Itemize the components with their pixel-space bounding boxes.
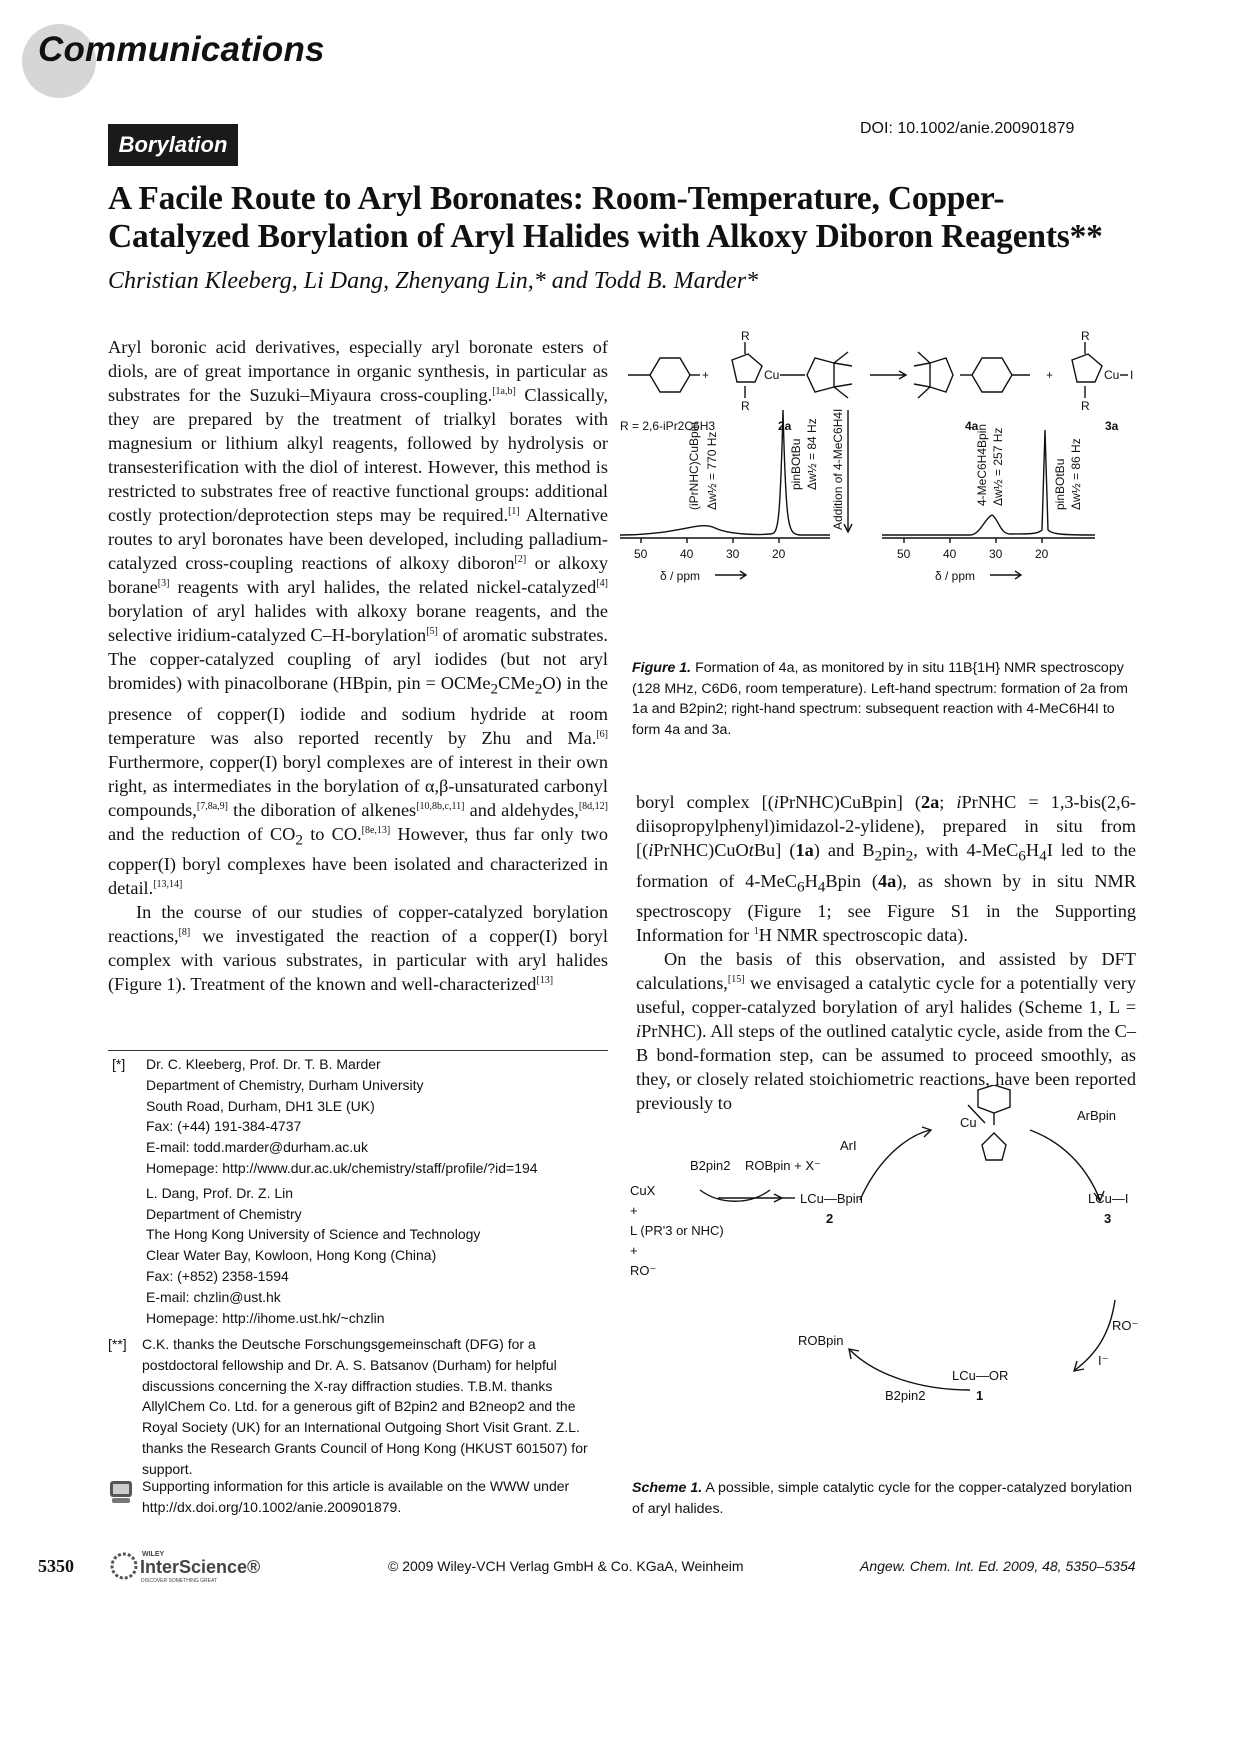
ligand-label: L (PR'3 or NHC) (630, 1223, 724, 1238)
scheme-1-caption-text: A possible, simple catalytic cycle for the copper-catalyzed borylation of aryl halides. (632, 1480, 1132, 1517)
peak3-width: Δw½ = 257 Hz (991, 427, 1005, 506)
peak1-label: (iPrNHC)CuBpin (687, 421, 701, 510)
robpin-label: ROBpin (798, 1333, 844, 1348)
addition-label: Addition of 4-MeC6H4I (831, 408, 845, 530)
title-line-1: A Facile Route to Aryl Boronates: Room-Temperature, Copper- (108, 180, 1005, 217)
affil-line: The Hong Kong University of Science and Technology (146, 1226, 481, 1243)
acknowledgment-text: C.K. thanks the Deutsche Forschungsgemeinschaft (DFG) for a postdoctoral fellowship and Dr. A. S. Batsanov (Durham) for helpful discussions concerning the X-ray diffraction studies. T.B.M. thanks AllylChem Co. Ltd. for a generous gift of B2pin2 and B2neop2 and the Royal Society (UK) for an International Outgoing Short Visit Grant. Z.L. thanks the Research Grants Council of Hong Kong (HKUST 601507) for support. (142, 1336, 588, 1477)
intermediate-bpin-ring (982, 1133, 1006, 1160)
lcu-bpin-label: LCu—Bpin (800, 1191, 863, 1206)
bpin4a-methyl-4 (914, 384, 930, 387)
interscience-logo[interactable] (110, 1546, 280, 1586)
footnote-acknowledgments (108, 1334, 612, 1480)
tick-left-30: 30 (726, 547, 740, 561)
homepage-link[interactable]: Homepage: http://ihome.ust.hk/~chzlin (146, 1309, 385, 1326)
supporting-information-note (108, 1476, 608, 1518)
scheme-1 (630, 1085, 1150, 1470)
affil-line: Dr. C. Kleeberg, Prof. Dr. T. B. Marder (146, 1056, 381, 1072)
journal-section-title: Communications (38, 30, 325, 69)
body-text-left-column (108, 335, 608, 996)
r-label-bottom: R (741, 399, 750, 413)
b2pin2-top-label: B2pin2 (690, 1158, 731, 1173)
bpin4a-methyl-2 (914, 363, 930, 366)
intermediate-aryl-ring (978, 1085, 1010, 1113)
bpin-methyl-4 (834, 384, 852, 387)
title-line-2: Catalyzed Borylation of Aryl Halides with Alkoxy Diboron Reagents** (108, 218, 1103, 255)
scheme-1-caption-label: Scheme 1. (632, 1480, 703, 1496)
bpin-methyl-2 (834, 363, 852, 366)
b2pin2-bottom-label: B2pin2 (885, 1388, 926, 1403)
supporting-information-text[interactable]: Supporting information for this article is available on the WWW under http://dx.doi.org/10.1002/anie.200901879. (142, 1478, 570, 1515)
paragraph-4: On the basis of this observation, and assisted by DFT calculations,[15] we envisaged a catalytic cycle for a potentially very useful, copper-catalyzed borylation of aryl halides (Scheme 1, L = iPrNHC). All steps of the outlined catalytic cycle, aside from the C–B bond-formation step, can be assumed to proceed smoothly, as they, or closely related stoichiometric reactions, have been reported previously to (636, 949, 1136, 1114)
copyright: © 2009 Wiley-VCH Verlag GmbH & Co. KGaA, Weinheim (388, 1558, 744, 1574)
aryl-ring-4a (972, 358, 1012, 392)
affil-line: Department of Chemistry, Durham University (146, 1076, 424, 1093)
logo-tagline: DISCOVER SOMETHING GREAT (141, 1578, 218, 1584)
logo-top-text: WILEY (142, 1551, 165, 1558)
ari-label: ArI (840, 1138, 857, 1153)
nhc-ring-3a (1072, 354, 1102, 382)
affil-line: South Road, Durham, DH1 3LE (UK) (146, 1097, 375, 1114)
paragraph-1: Aryl boronic acid derivatives, especially aryl boronate esters of diols, are of great importance in organic synthesis, in particular as substrates for the Suzuki–Miyaura cross-coupling.[1a,b] Classically, they are prepared by the treatment of trialkyl borates with magnesium or lithium alkyl reagents, followed by hydrolysis or transesterification with the diol of interest. However, this method is restricted to substrates free of reactive functional groups: additional costly protection/deprotection steps may be required.[1] Alternative routes to aryl boronates have been developed, including palladium-catalyzed cross-coupling reactions of alkoxy diboron[2] or alkoxy borane[3] reagents with aryl halides, the related nickel-catalyzed[4] borylation of aryl halides with alkoxy borane reagents, and the selective iridium-catalyzed C–H-borylation[5] of aromatic substrates. The copper-catalyzed coupling of aryl iodides (but not aryl bromides) with pinacolborane (HBpin, pin = OCMe$_2$CMe$_2$O) in the presence of copper(I) iodide and sodium hydride at room temperature was also reported recently by Zhu and Ma.[6] Furthermore, copper(I) boryl complexes are of interest in their own right, as intermediates in the borylation of α,β-unsaturated carbonyl compounds,[7,8a,9] the diboration of alkenes[10,8b,c,11] and aldehydes,[8d,12] and the reduction of $CO_2$ to CO.[8e,13] However, thus far only two copper(I) boryl complexes have been isolated and characterized in detail.[13,14] (108, 337, 609, 899)
r-label-top: R (741, 330, 750, 343)
ro-minus-right-label: RO⁻ (1112, 1318, 1139, 1333)
peak2-width: Δw½ = 84 Hz (805, 418, 819, 490)
footnote-2-mark: [**] (108, 1336, 127, 1352)
bpin-methyl-3 (834, 387, 848, 398)
tick-left-50: 50 (634, 547, 648, 561)
i-label-3a: I (1130, 368, 1134, 382)
footnote-1-mark: [*] (112, 1056, 126, 1072)
arrow-cux-to-lcubpin (700, 1190, 770, 1201)
bpin4a-methyl-3 (918, 387, 930, 398)
r-definition: R = 2,6-iPr2C6H3 (620, 419, 716, 433)
cu-label-2a: Cu (764, 368, 780, 382)
page-number: 5350 (38, 1556, 74, 1576)
computer-icon (108, 1480, 134, 1504)
figure-1 (620, 330, 1150, 650)
homepage-link[interactable]: Homepage: http://www.dur.ac.uk/chemistry/staff/profile/?id=194 (146, 1159, 538, 1176)
peak2-label: pinBOtBu (789, 438, 803, 490)
plus-sign-2: + (1046, 368, 1054, 382)
logo-main-text: InterScience® (140, 1557, 261, 1577)
plus-sign-1: + (702, 368, 710, 382)
arbpin-label: ArBpin (1077, 1108, 1117, 1123)
tick-left-40: 40 (680, 547, 694, 561)
compound-3-number: 3 (1104, 1211, 1112, 1226)
bpin4a-methyl-1 (918, 352, 930, 363)
figure-1-caption-text: Formation of 4a, as monitored by in situ 11B{1H} NMR spectroscopy (128 MHz, C6D6, room temperature). Left-hand spectrum: formation of 2a from 1a and B2pin2; right-hand spectrum: subsequent reaction with 4-MeC6H4I to form 4a and 3a. (632, 660, 1128, 738)
lcu-i-label: LCu—I (1088, 1191, 1129, 1206)
article-title (108, 180, 1148, 256)
compound-label-3a: 3a (1105, 419, 1119, 433)
bpin-ring-2a (807, 358, 834, 392)
footnote-affiliations (112, 1054, 612, 1328)
r-label-3a-top: R (1081, 330, 1090, 343)
bpin-ring-4a (930, 358, 953, 392)
compound-label-2a: 2a (778, 419, 792, 433)
tick-right-20: 20 (1035, 547, 1049, 561)
peak4-label: pinBOtBu (1053, 458, 1067, 510)
figure-1-caption (632, 658, 1132, 740)
footnote-rule (108, 1050, 608, 1051)
email-link[interactable]: E-mail: todd.marder@durham.ac.uk (146, 1139, 368, 1156)
peak1-width: Δw½ = 770 Hz (705, 431, 719, 510)
authors: Christian Kleeberg, Li Dang, Zhenyang Lin,* and Todd B. Marder* (108, 268, 759, 294)
citation: Angew. Chem. Int. Ed. 2009, 48, 5350–5354 (860, 1558, 1136, 1574)
affil-line: Fax: (+852) 2358-1594 (146, 1267, 289, 1284)
nhc-ring-2a (732, 354, 762, 382)
tick-left-20: 20 (772, 547, 786, 561)
figure-1-caption-label: Figure 1. (632, 660, 692, 676)
email-link[interactable]: E-mail: chzlin@ust.hk (146, 1288, 281, 1305)
plus-label-1: + (630, 1203, 638, 1218)
ro-minus-left-label: RO⁻ (630, 1263, 657, 1278)
section-tag: Borylation (108, 124, 238, 166)
cux-label: CuX (630, 1183, 656, 1198)
peak4-width: Δw½ = 86 Hz (1069, 438, 1083, 510)
plus-label-2: + (630, 1243, 638, 1258)
paragraph-3: boryl complex [(iPrNHC)CuBpin] (2a; iPrNHC = 1,3-bis(2,6-diisopropylphenyl)imidazol-2-ylidene), prepared in situ from [(iPrNHC)CuOtBu] (1a) and $B_2pin_2$, with $4-MeC_6H_4I$ led to the formation of $4-MeC_6H_4Bpin$ (4a), as shown by in situ NMR spectroscopy (Figure 1; see Figure S1 in the Supporting Information for $^1$H NMR spectroscopic data). (636, 792, 1137, 946)
compound-2-number: 2 (826, 1211, 834, 1226)
affil-line: Fax: (+44) 191-384-4737 (146, 1118, 302, 1135)
iodoarene-ring (650, 358, 690, 392)
i-minus-label: I⁻ (1098, 1353, 1109, 1368)
bpin-methyl-1 (834, 352, 848, 363)
tick-right-30: 30 (989, 547, 1003, 561)
scheme-1-caption (632, 1478, 1132, 1519)
paragraph-2: In the course of our studies of copper-catalyzed borylation reactions,[8] we investigated the reaction of a copper(I) boryl complex with various substrates, in particular with aryl halides (Figure 1). Treatment of the known and well-characterized[13] (108, 902, 608, 995)
arrow-intermediate-to-lcui (1030, 1130, 1100, 1200)
cu-intermediate-label: Cu (960, 1115, 977, 1130)
r-label-3a-bottom: R (1081, 399, 1090, 413)
arrow-ari-to-intermediate (860, 1130, 930, 1200)
doi: DOI: 10.1002/anie.200901879 (860, 120, 1075, 137)
cu-label-3a: Cu (1104, 368, 1120, 382)
arrow-lcui-to-lcuor (1075, 1300, 1115, 1370)
axis-label-left: δ / ppm (660, 569, 701, 583)
axis-label-right: δ / ppm (935, 569, 976, 583)
body-text-right-column (636, 790, 1136, 1115)
affil-line: L. Dang, Prof. Dr. Z. Lin (146, 1184, 294, 1201)
compound-label-4a: 4a (965, 419, 979, 433)
tick-right-50: 50 (897, 547, 911, 561)
robpin-x-label: ROBpin + X⁻ (745, 1158, 821, 1173)
compound-1-number: 1 (976, 1388, 984, 1403)
peak3-label: 4-MeC6H4Bpin (975, 423, 989, 506)
tick-right-40: 40 (943, 547, 957, 561)
affil-line: Department of Chemistry (146, 1205, 302, 1222)
lcu-or-label: LCu—OR (952, 1368, 1009, 1383)
affil-line: Clear Water Bay, Kowloon, Hong Kong (China) (146, 1247, 437, 1264)
